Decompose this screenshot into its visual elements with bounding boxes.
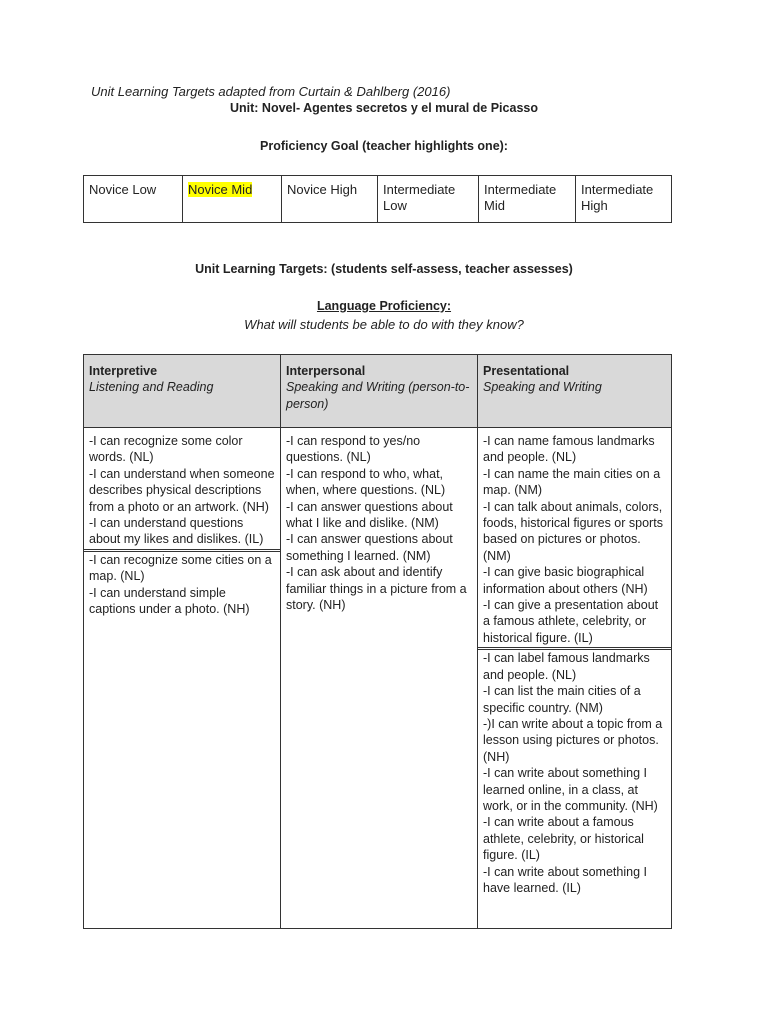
mode-title: Presentational (483, 364, 570, 378)
target-item: -I can name famous landmarks and people. (NL) (483, 434, 655, 465)
level-label: Novice High (287, 182, 358, 197)
proficiency-goal-heading: Proficiency Goal (teacher highlights one): (260, 139, 508, 153)
target-item: -I can recognize some color words. (NL) (89, 434, 243, 465)
level-cell (282, 176, 378, 223)
target-item: -I can give basic biographical information about others (NH) (483, 565, 648, 596)
target-item: -I can name the main cities on a map. (NM) (483, 466, 661, 498)
target-item: -I can understand simple captions under a photo. (NH) (89, 585, 250, 617)
communication-modes-table (83, 354, 672, 929)
presentational-section-1 (483, 433, 666, 646)
level-cell (576, 176, 672, 223)
targets-heading: Unit Learning Targets: (students self-assess, teacher assesses) (195, 262, 573, 276)
language-proficiency-subtitle: What will students be able to do with they know? (244, 317, 524, 332)
level-label: Intermediate Low (383, 182, 456, 213)
target-item: -)I can write about a topic from a lesson using pictures or photos. (NH) (483, 716, 663, 764)
level-cell (479, 176, 576, 223)
target-item: -I can list the main cities of a specific country. (NM) (483, 684, 641, 715)
target-item: -I can understand when someone describes physical descriptions from a photo or an artwork. (NH) (89, 466, 275, 514)
credit-line: Unit Learning Targets adapted from Curtain & Dahlberg (2016) (91, 84, 451, 99)
target-item: -I can answer questions about what I like and dislike. (NM) (286, 499, 453, 531)
presentational-section-2 (483, 650, 666, 896)
mode-subtitle: Listening and Reading (89, 380, 214, 395)
target-item: -I can answer questions about something I learned. (NM) (286, 532, 453, 563)
mode-subtitle: Speaking and Writing (483, 380, 602, 395)
proficiency-level-table (83, 175, 672, 223)
mode-subtitle: Speaking and Writing (person-to-person) (286, 380, 470, 411)
target-item: -I can talk about animals, colors, foods, historical figures or sports based on pictures or photos. (NM) (483, 499, 663, 563)
unit-title: Unit: Novel- Agentes secretos y el mural de Picasso (230, 101, 538, 115)
target-item: -I can recognize some cities on a map. (NL) (89, 552, 272, 584)
interpretive-section-2 (89, 552, 275, 618)
interpretive-header (84, 355, 281, 428)
target-item: -I can ask about and identify familiar things in a picture from a story. (NH) (286, 565, 467, 613)
interpretive-section-1 (89, 433, 275, 548)
level-label-highlighted: Novice Mid (188, 182, 253, 197)
interpersonal-targets (281, 428, 478, 929)
mode-title: Interpersonal (286, 364, 366, 378)
language-proficiency-title: Language Proficiency: (316, 299, 452, 313)
target-item: -I can write about something I learned online, in a class, at work, or in the community. (NH) (483, 766, 658, 813)
level-label: Novice Low (89, 182, 157, 197)
target-item: -I can respond to yes/no questions. (NL) (286, 434, 421, 465)
level-cell (378, 176, 479, 223)
target-item: -I can understand questions about my likes and dislikes. (IL) (89, 516, 264, 547)
level-cell (84, 176, 183, 223)
target-item: -I can respond to who, what, when, where questions. (NL) (286, 466, 446, 498)
interpretive-targets (84, 428, 281, 929)
level-label: Intermediate Mid (484, 182, 557, 213)
presentational-targets (478, 428, 672, 929)
interpersonal-header (281, 355, 478, 428)
target-item: -I can write about something I have learned. (IL) (483, 864, 647, 895)
target-item: -I can give a presentation about a famous athlete, celebrity, or historical figure. (IL) (483, 598, 659, 645)
level-cell-highlighted (183, 176, 282, 223)
target-item: -I can write about a famous athlete, celebrity, or historical figure. (IL) (483, 815, 644, 863)
target-item: -I can label famous landmarks and people. (NL) (483, 651, 650, 682)
mode-title: Interpretive (89, 364, 158, 378)
presentational-header (478, 355, 672, 428)
level-label: Intermediate High (581, 182, 654, 213)
